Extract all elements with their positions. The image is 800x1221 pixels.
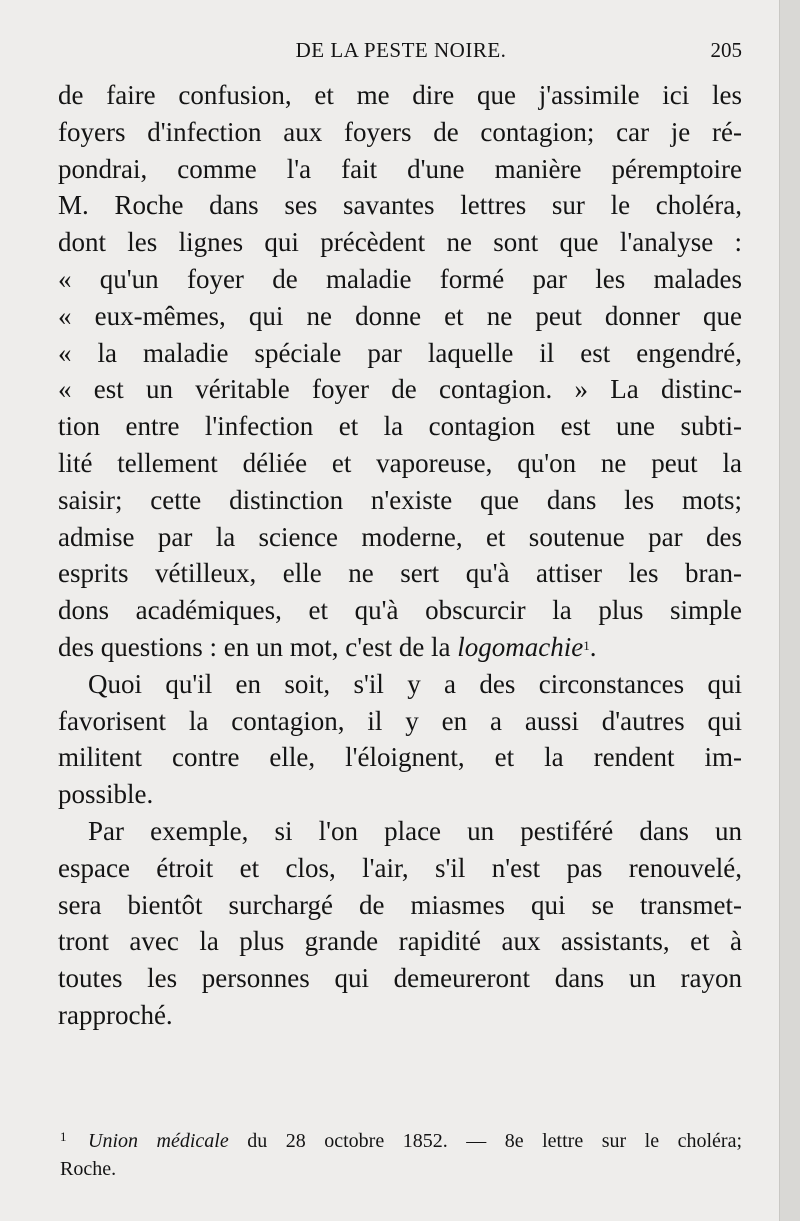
page-header xyxy=(60,38,742,68)
text-line: saisir; cette distinction n'existe que dans les mots; xyxy=(58,484,742,515)
text-line: dont les lignes qui précèdent ne sont que l'analyse : xyxy=(58,227,742,258)
text-line-paragraph-end xyxy=(58,629,742,666)
text-line: tront avec la plus grande rapidité aux assistants, et à xyxy=(58,926,742,957)
text-line-paragraph-start: Par exemple, si l'on place un pestiféré dans un xyxy=(88,815,742,846)
page-edge xyxy=(779,0,800,1221)
footnote-journal: Union médicale xyxy=(88,1130,229,1152)
text-line: favorisent la contagion, il y en a aussi d'autres qui xyxy=(58,705,742,736)
emphasized-word: logomachie xyxy=(457,631,584,662)
text-line: pondrai, comme l'a fait d'une manière péremptoire xyxy=(58,153,742,184)
footnote-line: $^1$ Union médicale du 28 octobre 1852. — 8e lettre sur le choléra; xyxy=(60,1129,743,1152)
text-line: espace étroit et clos, l'air, s'il n'est pas renouvelé, xyxy=(58,852,742,883)
text-line: « eux-mêmes, qui ne donne et ne peut donner que xyxy=(58,300,742,331)
footnote-text: du 28 octobre 1852. — 8e lettre sur le choléra; xyxy=(247,1130,743,1152)
text-line-content: des questions : en un mot, c'est de la xyxy=(58,631,451,662)
text-line: tion entre l'infection et la contagion est une subti- xyxy=(58,411,742,442)
body-text xyxy=(58,77,742,1034)
text-line: de faire confusion, et me dire que j'assimile ici les xyxy=(58,80,742,110)
text-line-paragraph-end: possible. xyxy=(58,779,154,810)
text-line: militent contre elle, l'éloignent, et la rendent im- xyxy=(58,742,742,773)
text-line: foyers d'infection aux foyers de contagion; car je ré- xyxy=(58,116,742,147)
text-line: « est un véritable foyer de contagion. » La distinc- xyxy=(58,374,742,405)
text-line-paragraph-end: rapproché. xyxy=(58,999,173,1030)
text-line: admise par la science moderne, et soutenue par des xyxy=(58,521,742,552)
punctuation: . xyxy=(589,631,597,662)
footnote-reference: 1 xyxy=(583,637,590,653)
running-title: DE LA PESTE NOIRE. xyxy=(295,38,507,62)
text-line: « la maladie spéciale par laquelle il est engendré, xyxy=(58,337,742,368)
page-number: 205 xyxy=(710,38,742,62)
text-line: toutes les personnes qui demeureront dans un rayon xyxy=(58,963,742,994)
text-line: sera bientôt surchargé de miasmes qui se transmet- xyxy=(58,889,742,920)
text-line: lité tellement déliée et vaporeuse, qu'on ne peut la xyxy=(58,447,742,478)
text-line: esprits vétilleux, elle ne sert qu'à attiser les bran- xyxy=(58,558,742,589)
footnote-line: Roche. xyxy=(60,1158,117,1180)
text-line: « qu'un foyer de maladie formé par les malades xyxy=(58,263,742,294)
text-line: M. Roche dans ses savantes lettres sur le choléra, xyxy=(58,190,742,221)
text-line: dons académiques, et qu'à obscurcir la plus simple xyxy=(58,595,742,626)
text-line-paragraph-start: Quoi qu'il en soit, s'il y a des circonstances qui xyxy=(88,668,742,699)
footnote xyxy=(60,1127,742,1183)
